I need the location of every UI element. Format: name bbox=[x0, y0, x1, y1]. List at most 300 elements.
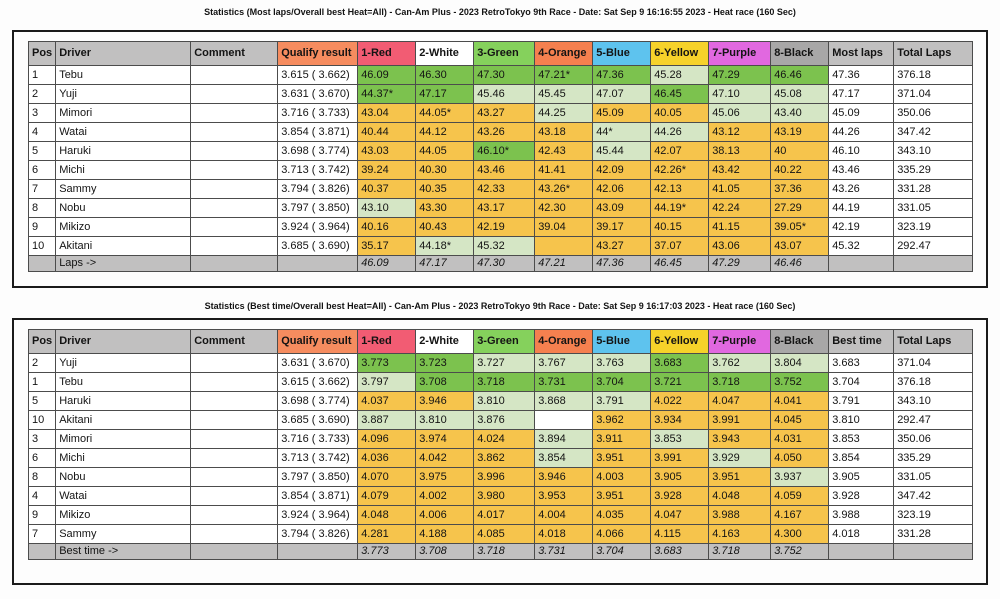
comment-cell bbox=[191, 66, 278, 85]
lap-cell: 3.762 bbox=[709, 354, 771, 373]
table-row bbox=[29, 142, 973, 161]
table-header bbox=[29, 42, 973, 66]
comment-cell bbox=[191, 218, 278, 237]
lap-cell: 3.991 bbox=[651, 449, 709, 468]
footer-value: 3.683 bbox=[651, 544, 709, 560]
lap-cell: 3.810 bbox=[474, 392, 535, 411]
lap-cell: 3.953 bbox=[535, 487, 593, 506]
lap-cell: 40.15 bbox=[651, 218, 709, 237]
lap-cell: 4.031 bbox=[771, 430, 829, 449]
table-body bbox=[29, 354, 973, 560]
lap-cell: 40.44 bbox=[358, 123, 416, 142]
lap-cell: 46.46 bbox=[771, 66, 829, 85]
lap-cell: 3.962 bbox=[593, 411, 651, 430]
comment-cell bbox=[191, 123, 278, 142]
lap-cell: 40.30 bbox=[416, 161, 474, 180]
footer-result-cell bbox=[829, 256, 894, 272]
lap-cell: 3.853 bbox=[651, 430, 709, 449]
table-row bbox=[29, 373, 973, 392]
lap-cell: 3.767 bbox=[535, 354, 593, 373]
driver-cell: Mikizo bbox=[56, 218, 191, 237]
lap-cell: 43.30 bbox=[416, 199, 474, 218]
header-row bbox=[29, 42, 973, 66]
result-cell: 43.46 bbox=[829, 161, 894, 180]
pos-cell: 10 bbox=[29, 411, 56, 430]
result-cell: 3.988 bbox=[829, 506, 894, 525]
lap-cell: 3.683 bbox=[651, 354, 709, 373]
column-header: 8-Black bbox=[771, 42, 829, 66]
qualify-cell: 3.615 ( 3.662) bbox=[278, 66, 358, 85]
lap-cell: 44.37* bbox=[358, 85, 416, 104]
driver-cell: Yuji bbox=[56, 85, 191, 104]
total-cell: 343.10 bbox=[894, 392, 973, 411]
lap-cell: 45.08 bbox=[771, 85, 829, 104]
comment-cell bbox=[191, 468, 278, 487]
lap-cell: 44* bbox=[593, 123, 651, 142]
qualify-cell: 3.924 ( 3.964) bbox=[278, 506, 358, 525]
qualify-cell: 3.794 ( 3.826) bbox=[278, 525, 358, 544]
table1-title: Statistics (Most laps/Overall best Heat=All) - Can-Am Plus - 2023 RetroTokyo 9th Race - Date: Sat Sep 9 16:16:55 2023 - Heat race (160 Sec) bbox=[204, 7, 796, 17]
qualify-cell: 3.924 ( 3.964) bbox=[278, 218, 358, 237]
lap-cell: 3.974 bbox=[416, 430, 474, 449]
total-cell: 347.42 bbox=[894, 487, 973, 506]
driver-cell: Haruki bbox=[56, 142, 191, 161]
lap-cell: 43.19 bbox=[771, 123, 829, 142]
lap-cell: 43.07 bbox=[771, 237, 829, 256]
lap-cell: 39.04 bbox=[535, 218, 593, 237]
comment-cell bbox=[191, 237, 278, 256]
lap-cell: 44.25 bbox=[535, 104, 593, 123]
lap-cell: 42.09 bbox=[593, 161, 651, 180]
column-header: Pos bbox=[29, 42, 56, 66]
lap-cell: 43.06 bbox=[709, 237, 771, 256]
pos-cell: 10 bbox=[29, 237, 56, 256]
qualify-cell: 3.698 ( 3.774) bbox=[278, 392, 358, 411]
lap-cell: 4.300 bbox=[771, 525, 829, 544]
column-header: Qualify result bbox=[278, 330, 358, 354]
qualify-cell: 3.854 ( 3.871) bbox=[278, 487, 358, 506]
pos-cell: 1 bbox=[29, 373, 56, 392]
lap-cell: 47.36 bbox=[593, 66, 651, 85]
total-cell: 376.18 bbox=[894, 66, 973, 85]
lap-cell: 40.16 bbox=[358, 218, 416, 237]
lap-cell: 45.06 bbox=[709, 104, 771, 123]
driver-cell: Akitani bbox=[56, 237, 191, 256]
lap-cell: 4.048 bbox=[709, 487, 771, 506]
qualify-cell: 3.615 ( 3.662) bbox=[278, 373, 358, 392]
column-header: 7-Purple bbox=[709, 42, 771, 66]
lap-cell: 4.037 bbox=[358, 392, 416, 411]
footer-value: 46.09 bbox=[358, 256, 416, 272]
lap-cell: 3.980 bbox=[474, 487, 535, 506]
lap-cell: 42.19 bbox=[474, 218, 535, 237]
table-row bbox=[29, 180, 973, 199]
pos-cell: 8 bbox=[29, 468, 56, 487]
column-header: 4-Orange bbox=[535, 330, 593, 354]
lap-cell bbox=[535, 237, 593, 256]
column-header: Most laps bbox=[829, 42, 894, 66]
lap-cell: 3.929 bbox=[709, 449, 771, 468]
lap-cell: 46.10* bbox=[474, 142, 535, 161]
lap-cell: 43.04 bbox=[358, 104, 416, 123]
lap-cell: 3.991 bbox=[709, 411, 771, 430]
lap-cell: 3.731 bbox=[535, 373, 593, 392]
lap-cell: 42.26* bbox=[651, 161, 709, 180]
result-cell: 47.17 bbox=[829, 85, 894, 104]
lap-cell: 4.002 bbox=[416, 487, 474, 506]
driver-cell: Tebu bbox=[56, 373, 191, 392]
result-cell: 3.853 bbox=[829, 430, 894, 449]
lap-cell: 43.42 bbox=[709, 161, 771, 180]
lap-cell: 43.09 bbox=[593, 199, 651, 218]
pos-cell: 9 bbox=[29, 506, 56, 525]
column-header: 8-Black bbox=[771, 330, 829, 354]
total-cell: 331.28 bbox=[894, 525, 973, 544]
comment-cell bbox=[191, 142, 278, 161]
result-cell: 45.09 bbox=[829, 104, 894, 123]
table-row bbox=[29, 237, 973, 256]
table-row bbox=[29, 85, 973, 104]
table-row bbox=[29, 411, 973, 430]
column-header: 6-Yellow bbox=[651, 42, 709, 66]
lap-cell: 38.13 bbox=[709, 142, 771, 161]
total-cell: 292.47 bbox=[894, 237, 973, 256]
pos-cell: 3 bbox=[29, 104, 56, 123]
table-row bbox=[29, 468, 973, 487]
most-laps-table bbox=[28, 41, 973, 272]
lap-cell: 3.937 bbox=[771, 468, 829, 487]
footer-value: 3.773 bbox=[358, 544, 416, 560]
qualify-cell: 3.716 ( 3.733) bbox=[278, 430, 358, 449]
table-row bbox=[29, 506, 973, 525]
lap-cell: 40.35 bbox=[416, 180, 474, 199]
lap-cell: 4.085 bbox=[474, 525, 535, 544]
lap-cell: 45.46 bbox=[474, 85, 535, 104]
lap-cell: 39.17 bbox=[593, 218, 651, 237]
lap-cell: 4.024 bbox=[474, 430, 535, 449]
footer-result-cell bbox=[829, 544, 894, 560]
comment-cell bbox=[191, 487, 278, 506]
driver-cell: Nobu bbox=[56, 199, 191, 218]
lap-cell: 4.003 bbox=[593, 468, 651, 487]
table-row bbox=[29, 525, 973, 544]
lap-cell: 45.09 bbox=[593, 104, 651, 123]
lap-cell bbox=[535, 411, 593, 430]
comment-cell bbox=[191, 180, 278, 199]
lap-cell: 45.28 bbox=[651, 66, 709, 85]
lap-cell: 27.29 bbox=[771, 199, 829, 218]
lap-cell: 3.854 bbox=[535, 449, 593, 468]
lap-cell: 45.44 bbox=[593, 142, 651, 161]
pos-cell: 3 bbox=[29, 430, 56, 449]
pos-cell: 6 bbox=[29, 161, 56, 180]
footer-pos-cell bbox=[29, 544, 56, 560]
total-cell: 331.05 bbox=[894, 468, 973, 487]
total-cell: 371.04 bbox=[894, 85, 973, 104]
lap-cell: 3.868 bbox=[535, 392, 593, 411]
table1-frame bbox=[12, 30, 988, 288]
best-time-table bbox=[28, 329, 973, 560]
lap-cell: 3.718 bbox=[709, 373, 771, 392]
qualify-cell: 3.698 ( 3.774) bbox=[278, 142, 358, 161]
lap-cell: 44.19* bbox=[651, 199, 709, 218]
pos-cell: 5 bbox=[29, 142, 56, 161]
comment-cell bbox=[191, 85, 278, 104]
column-header: Comment bbox=[191, 42, 278, 66]
pos-cell: 9 bbox=[29, 218, 56, 237]
table2-title: Statistics (Best time/Overall best Heat=All) - Can-Am Plus - 2023 RetroTokyo 9th Race - Date: Sat Sep 9 16:17:03 2023 - Heat race (160 Sec) bbox=[204, 301, 796, 311]
lap-cell: 42.30 bbox=[535, 199, 593, 218]
comment-cell bbox=[191, 392, 278, 411]
lap-cell: 3.791 bbox=[593, 392, 651, 411]
driver-cell: Yuji bbox=[56, 354, 191, 373]
total-cell: 331.28 bbox=[894, 180, 973, 199]
pos-cell: 2 bbox=[29, 354, 56, 373]
lap-cell: 3.951 bbox=[709, 468, 771, 487]
footer-value: 47.29 bbox=[709, 256, 771, 272]
lap-cell: 47.30 bbox=[474, 66, 535, 85]
lap-cell: 3.876 bbox=[474, 411, 535, 430]
lap-cell: 43.27 bbox=[593, 237, 651, 256]
qualify-cell: 3.713 ( 3.742) bbox=[278, 161, 358, 180]
lap-cell: 45.32 bbox=[474, 237, 535, 256]
lap-cell: 4.047 bbox=[709, 392, 771, 411]
lap-cell: 4.079 bbox=[358, 487, 416, 506]
pos-cell: 4 bbox=[29, 123, 56, 142]
driver-cell: Michi bbox=[56, 449, 191, 468]
lap-cell: 44.05* bbox=[416, 104, 474, 123]
total-cell: 323.19 bbox=[894, 218, 973, 237]
lap-cell: 4.096 bbox=[358, 430, 416, 449]
lap-cell: 4.045 bbox=[771, 411, 829, 430]
lap-cell: 3.727 bbox=[474, 354, 535, 373]
lap-cell: 3.943 bbox=[709, 430, 771, 449]
comment-cell bbox=[191, 449, 278, 468]
footer-value: 46.46 bbox=[771, 256, 829, 272]
lap-cell: 42.33 bbox=[474, 180, 535, 199]
table-header bbox=[29, 330, 973, 354]
footer-total-cell bbox=[894, 256, 973, 272]
driver-cell: Mikizo bbox=[56, 506, 191, 525]
lap-cell: 44.05 bbox=[416, 142, 474, 161]
column-header: 1-Red bbox=[358, 330, 416, 354]
lap-cell: 41.05 bbox=[709, 180, 771, 199]
lap-cell: 4.066 bbox=[593, 525, 651, 544]
lap-cell: 3.905 bbox=[651, 468, 709, 487]
column-header: Comment bbox=[191, 330, 278, 354]
lap-cell: 3.708 bbox=[416, 373, 474, 392]
lap-cell: 4.018 bbox=[535, 525, 593, 544]
lap-cell: 43.46 bbox=[474, 161, 535, 180]
pos-cell: 7 bbox=[29, 525, 56, 544]
result-cell: 3.791 bbox=[829, 392, 894, 411]
footer-value: 3.752 bbox=[771, 544, 829, 560]
qualify-cell: 3.794 ( 3.826) bbox=[278, 180, 358, 199]
footer-row bbox=[29, 256, 973, 272]
lap-cell: 43.10 bbox=[358, 199, 416, 218]
lap-cell: 4.048 bbox=[358, 506, 416, 525]
driver-cell: Sammy bbox=[56, 525, 191, 544]
driver-cell: Tebu bbox=[56, 66, 191, 85]
lap-cell: 4.167 bbox=[771, 506, 829, 525]
comment-cell bbox=[191, 161, 278, 180]
lap-cell: 4.035 bbox=[593, 506, 651, 525]
lap-cell: 42.13 bbox=[651, 180, 709, 199]
driver-cell: Haruki bbox=[56, 392, 191, 411]
lap-cell: 43.26* bbox=[535, 180, 593, 199]
total-cell: 323.19 bbox=[894, 506, 973, 525]
lap-cell: 46.09 bbox=[358, 66, 416, 85]
table-row bbox=[29, 161, 973, 180]
lap-cell: 3.988 bbox=[709, 506, 771, 525]
total-cell: 331.05 bbox=[894, 199, 973, 218]
lap-cell: 46.30 bbox=[416, 66, 474, 85]
column-header: 1-Red bbox=[358, 42, 416, 66]
lap-cell: 3.911 bbox=[593, 430, 651, 449]
table-row bbox=[29, 430, 973, 449]
footer-value: 3.704 bbox=[593, 544, 651, 560]
lap-cell: 3.773 bbox=[358, 354, 416, 373]
lap-cell: 4.050 bbox=[771, 449, 829, 468]
driver-cell: Mimori bbox=[56, 430, 191, 449]
result-cell: 4.018 bbox=[829, 525, 894, 544]
lap-cell: 4.047 bbox=[651, 506, 709, 525]
comment-cell bbox=[191, 354, 278, 373]
lap-cell: 41.41 bbox=[535, 161, 593, 180]
qualify-cell: 3.685 ( 3.690) bbox=[278, 411, 358, 430]
footer-comment-cell bbox=[191, 544, 278, 560]
column-header: Qualify result bbox=[278, 42, 358, 66]
total-cell: 347.42 bbox=[894, 123, 973, 142]
footer-label: Laps -> bbox=[56, 256, 191, 272]
result-cell: 44.19 bbox=[829, 199, 894, 218]
pos-cell: 1 bbox=[29, 66, 56, 85]
qualify-cell: 3.854 ( 3.871) bbox=[278, 123, 358, 142]
lap-cell: 3.718 bbox=[474, 373, 535, 392]
footer-total-cell bbox=[894, 544, 973, 560]
lap-cell: 39.24 bbox=[358, 161, 416, 180]
column-header: Total Laps bbox=[894, 42, 973, 66]
table-row bbox=[29, 104, 973, 123]
lap-cell: 43.40 bbox=[771, 104, 829, 123]
lap-cell: 40.22 bbox=[771, 161, 829, 180]
driver-cell: Watai bbox=[56, 123, 191, 142]
lap-cell: 47.29 bbox=[709, 66, 771, 85]
lap-cell: 44.12 bbox=[416, 123, 474, 142]
lap-cell: 3.996 bbox=[474, 468, 535, 487]
lap-cell: 40 bbox=[771, 142, 829, 161]
lap-cell: 42.07 bbox=[651, 142, 709, 161]
lap-cell: 40.05 bbox=[651, 104, 709, 123]
pos-cell: 2 bbox=[29, 85, 56, 104]
qualify-cell: 3.713 ( 3.742) bbox=[278, 449, 358, 468]
lap-cell: 43.03 bbox=[358, 142, 416, 161]
lap-cell: 39.05* bbox=[771, 218, 829, 237]
lap-cell: 43.18 bbox=[535, 123, 593, 142]
lap-cell: 42.43 bbox=[535, 142, 593, 161]
comment-cell bbox=[191, 373, 278, 392]
result-cell: 45.32 bbox=[829, 237, 894, 256]
lap-cell: 3.946 bbox=[535, 468, 593, 487]
lap-cell: 4.115 bbox=[651, 525, 709, 544]
comment-cell bbox=[191, 199, 278, 218]
lap-cell: 4.017 bbox=[474, 506, 535, 525]
result-cell: 46.10 bbox=[829, 142, 894, 161]
lap-cell: 3.704 bbox=[593, 373, 651, 392]
column-header: 7-Purple bbox=[709, 330, 771, 354]
result-cell: 3.854 bbox=[829, 449, 894, 468]
column-header: 3-Green bbox=[474, 42, 535, 66]
column-header: Total Laps bbox=[894, 330, 973, 354]
footer-value: 47.17 bbox=[416, 256, 474, 272]
lap-cell: 41.15 bbox=[709, 218, 771, 237]
lap-cell: 4.059 bbox=[771, 487, 829, 506]
lap-cell: 43.26 bbox=[474, 123, 535, 142]
column-header: 6-Yellow bbox=[651, 330, 709, 354]
column-header: Best time bbox=[829, 330, 894, 354]
footer-comment-cell bbox=[191, 256, 278, 272]
lap-cell: 42.24 bbox=[709, 199, 771, 218]
lap-cell: 46.45 bbox=[651, 85, 709, 104]
driver-cell: Nobu bbox=[56, 468, 191, 487]
lap-cell: 3.894 bbox=[535, 430, 593, 449]
lap-cell: 4.004 bbox=[535, 506, 593, 525]
total-cell: 350.06 bbox=[894, 104, 973, 123]
result-cell: 43.26 bbox=[829, 180, 894, 199]
footer-value: 3.718 bbox=[709, 544, 771, 560]
footer-value: 46.45 bbox=[651, 256, 709, 272]
lap-cell: 3.862 bbox=[474, 449, 535, 468]
driver-cell: Michi bbox=[56, 161, 191, 180]
lap-cell: 4.163 bbox=[709, 525, 771, 544]
column-header: Driver bbox=[56, 330, 191, 354]
pos-cell: 5 bbox=[29, 392, 56, 411]
lap-cell: 44.26 bbox=[651, 123, 709, 142]
lap-cell: 47.07 bbox=[593, 85, 651, 104]
column-header: 2-White bbox=[416, 330, 474, 354]
qualify-cell: 3.685 ( 3.690) bbox=[278, 237, 358, 256]
table-row bbox=[29, 354, 973, 373]
lap-cell: 3.946 bbox=[416, 392, 474, 411]
driver-cell: Watai bbox=[56, 487, 191, 506]
footer-value: 3.708 bbox=[416, 544, 474, 560]
comment-cell bbox=[191, 506, 278, 525]
column-header: 2-White bbox=[416, 42, 474, 66]
footer-row bbox=[29, 544, 973, 560]
lap-cell: 37.36 bbox=[771, 180, 829, 199]
lap-cell: 4.042 bbox=[416, 449, 474, 468]
comment-cell bbox=[191, 104, 278, 123]
result-cell: 42.19 bbox=[829, 218, 894, 237]
table-row bbox=[29, 199, 973, 218]
table-row bbox=[29, 392, 973, 411]
lap-cell: 3.975 bbox=[416, 468, 474, 487]
lap-cell: 43.17 bbox=[474, 199, 535, 218]
table-row bbox=[29, 487, 973, 506]
lap-cell: 44.18* bbox=[416, 237, 474, 256]
total-cell: 371.04 bbox=[894, 354, 973, 373]
lap-cell: 40.37 bbox=[358, 180, 416, 199]
total-cell: 292.47 bbox=[894, 411, 973, 430]
pos-cell: 7 bbox=[29, 180, 56, 199]
pos-cell: 6 bbox=[29, 449, 56, 468]
table-row bbox=[29, 218, 973, 237]
comment-cell bbox=[191, 430, 278, 449]
footer-value: 3.718 bbox=[474, 544, 535, 560]
column-header: 5-Blue bbox=[593, 42, 651, 66]
result-cell: 44.26 bbox=[829, 123, 894, 142]
lap-cell: 47.10 bbox=[709, 85, 771, 104]
